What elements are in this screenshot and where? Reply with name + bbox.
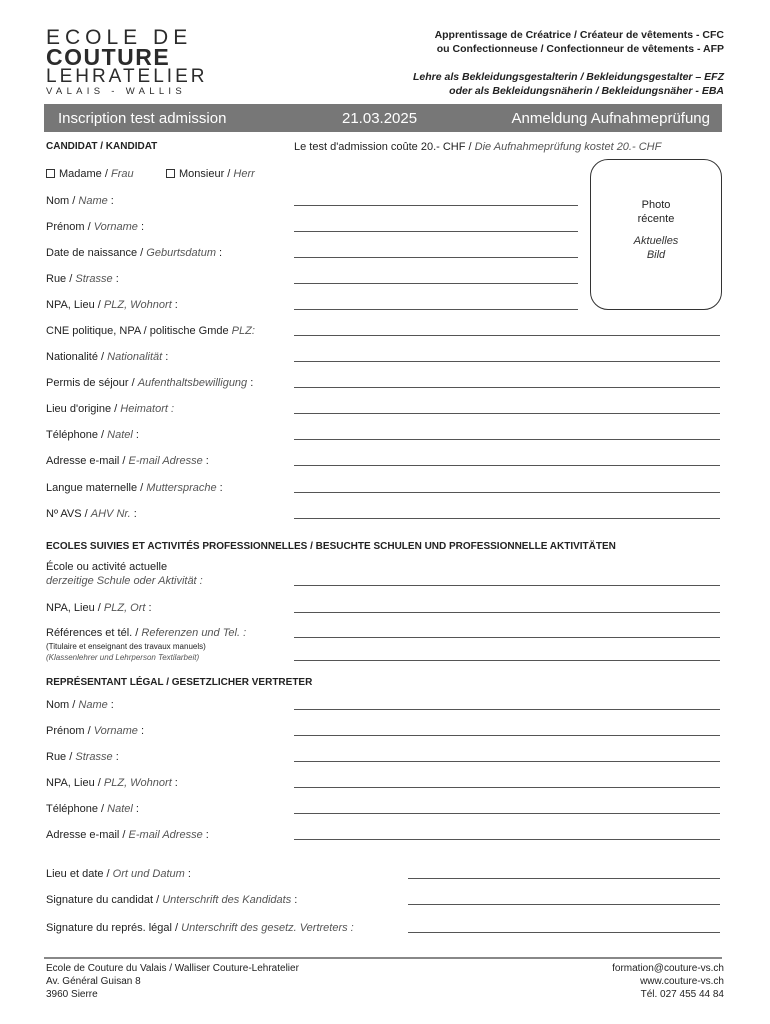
field-label: Langue maternelle / Muttersprache : (46, 482, 223, 494)
input-line-birthdate[interactable] (294, 257, 578, 258)
input-line-street[interactable] (294, 283, 578, 284)
salutation-monsieur[interactable] (166, 168, 255, 180)
logo-line-2: COUTURE (46, 44, 171, 70)
madame-checkbox[interactable] (46, 169, 55, 178)
input-line-legal-name[interactable] (294, 709, 720, 710)
input-line-email[interactable] (294, 465, 720, 466)
input-line-school-npa[interactable] (294, 612, 720, 613)
header-de-line1: Lehre als Bekleidungsgestalterin / Bekleidungsgestalter – EFZ (412, 71, 724, 83)
input-line-language[interactable] (294, 492, 720, 493)
monsieur-label: Monsieur / (179, 168, 234, 180)
salutation-madame[interactable] (46, 168, 134, 180)
field-label: NPA, Lieu / PLZ, Wohnort : (46, 299, 178, 311)
field-label: Téléphone / Natel : (46, 429, 139, 441)
footer-email[interactable]: formation@couture-vs.ch (612, 963, 724, 974)
footer-school-name: Ecole de Couture du Valais / Walliser Couture-Lehratelier (46, 963, 299, 974)
input-line-prenom[interactable] (294, 231, 578, 232)
input-line-legal-email[interactable] (294, 839, 720, 840)
fee-note (294, 141, 661, 153)
input-line-legal-phone[interactable] (294, 813, 720, 814)
fee-note-de: Die Aufnahmeprüfung kostet 20.- CHF (474, 141, 662, 153)
banner-title-fr: Inscription test admission (58, 109, 227, 127)
input-line-legal-firstname[interactable] (294, 735, 720, 736)
input-line-phone[interactable] (294, 439, 720, 440)
input-line-commune[interactable] (294, 335, 720, 336)
input-line-legal-signature[interactable] (408, 932, 720, 933)
header-fr-line1: Apprentissage de Créatrice / Créateur de vêtements - CFC (434, 29, 724, 41)
current-school-label-fr: École ou activité actuelle (46, 561, 168, 573)
signature-label: Signature du candidat / Unterschrift des Kandidats : (46, 894, 298, 906)
field-label: Date de naissance / Geburtsdatum : (46, 247, 223, 259)
candidate-heading: CANDIDAT / KANDIDAT (46, 141, 158, 152)
input-line-place-date[interactable] (408, 878, 720, 879)
field-label: Rue / Strasse : (46, 273, 119, 285)
header-de (413, 70, 724, 98)
field-label: Nationalité / Nationalität : (46, 351, 169, 363)
signature-label: Signature du représ. légal / Unterschrift des gesetz. Vertreters : (46, 922, 354, 934)
field-label: Adresse e-mail / E-mail Adresse : (46, 829, 209, 841)
monsieur-checkbox[interactable] (166, 169, 175, 178)
herr-label: Herr (233, 168, 255, 180)
field-label: CNE politique, NPA / politische Gmde PLZ: (46, 325, 255, 337)
photo-label-de2: Bild (646, 249, 666, 261)
field-label: Rue / Strasse : (46, 751, 119, 763)
field-label: Nom / Name : (46, 195, 114, 207)
signature-label: Lieu et date / Ort und Datum : (46, 868, 191, 880)
input-line-avs[interactable] (294, 518, 720, 519)
footer-divider (44, 957, 722, 959)
footer-phone: Tél. 027 455 44 84 (640, 989, 724, 1000)
input-line-legal-npa[interactable] (294, 787, 720, 788)
input-line-permit[interactable] (294, 387, 720, 388)
references-label: Références et tél. / Referenzen und Tel. : (46, 627, 247, 639)
title-banner (44, 104, 722, 132)
input-line-legal-street[interactable] (294, 761, 720, 762)
footer-street: Av. Général Guisan 8 (46, 976, 141, 987)
logo-line-3: LEHRATELIER (46, 66, 208, 87)
input-line-references-2[interactable] (294, 660, 720, 661)
field-label: Lieu d'origine / Heimatort : (46, 403, 175, 415)
field-label: Prénom / Vorname : (46, 725, 145, 737)
header-fr (435, 28, 724, 56)
references-note-de: (Klassenlehrer und Lehrperson Textilarbeit) (46, 653, 200, 662)
field-label: Nº AVS / AHV Nr. : (46, 508, 137, 520)
footer-city: 3960 Sierre (46, 989, 98, 1000)
input-line-npa[interactable] (294, 309, 578, 310)
footer-website[interactable]: www.couture-vs.ch (640, 976, 724, 987)
field-label: NPA, Lieu / PLZ, Wohnort : (46, 777, 178, 789)
field-label: Permis de séjour / Aufenthaltsbewilligung : (46, 377, 254, 389)
school-npa-label: NPA, Lieu / PLZ, Ort : (46, 602, 152, 614)
input-line-nationality[interactable] (294, 361, 720, 362)
frau-label: Frau (110, 168, 134, 180)
header-de-line2: oder als Bekleidungsnäherin / Bekleidungsnäher - EBA (449, 85, 724, 97)
banner-title-de: Anmeldung Aufnahmeprüfung (511, 109, 710, 127)
logo-line-1: ECOLE DE (46, 26, 193, 49)
field-label: Téléphone / Natel : (46, 803, 139, 815)
input-line-references-1[interactable] (294, 637, 720, 638)
input-line-origin[interactable] (294, 413, 720, 414)
references-note-fr: (Titulaire et enseignant des travaux manuels) (46, 642, 206, 651)
footer-address (46, 962, 299, 1001)
input-line-nom[interactable] (294, 205, 578, 206)
field-label: Prénom / Vorname : (46, 221, 145, 233)
madame-label: Madame / (59, 168, 111, 180)
legal-heading: REPRÉSENTANT LÉGAL / GESETZLICHER VERTRETER (46, 677, 313, 688)
current-school-label-de: derzeitige Schule oder Aktivität : (46, 575, 203, 587)
field-label: Nom / Name : (46, 699, 114, 711)
logo-line-4: VALAIS - WALLIS (46, 86, 186, 97)
photo-label-fr1: Photo (641, 199, 671, 211)
photo-box (590, 159, 722, 310)
input-line-current-school[interactable] (294, 585, 720, 586)
banner-date: 21.03.2025 (342, 109, 418, 127)
schools-heading: ECOLES SUIVIES ET ACTIVITÉS PROFESSIONNELLES / BESUCHTE SCHULEN UND PROFESSIONNELLE AKTIVITÄTEN (46, 541, 616, 552)
photo-label-fr2: récente (637, 213, 675, 225)
header-fr-line2: ou Confectionneuse / Confectionneur de vêtements - AFP (436, 43, 724, 55)
photo-label-de1: Aktuelles (633, 235, 679, 247)
input-line-candidate-signature[interactable] (408, 904, 720, 905)
footer-contact (612, 962, 724, 1001)
fee-note-fr: Le test d'admission coûte 20.- CHF / (294, 141, 475, 153)
field-label: Adresse e-mail / E-mail Adresse : (46, 455, 209, 467)
